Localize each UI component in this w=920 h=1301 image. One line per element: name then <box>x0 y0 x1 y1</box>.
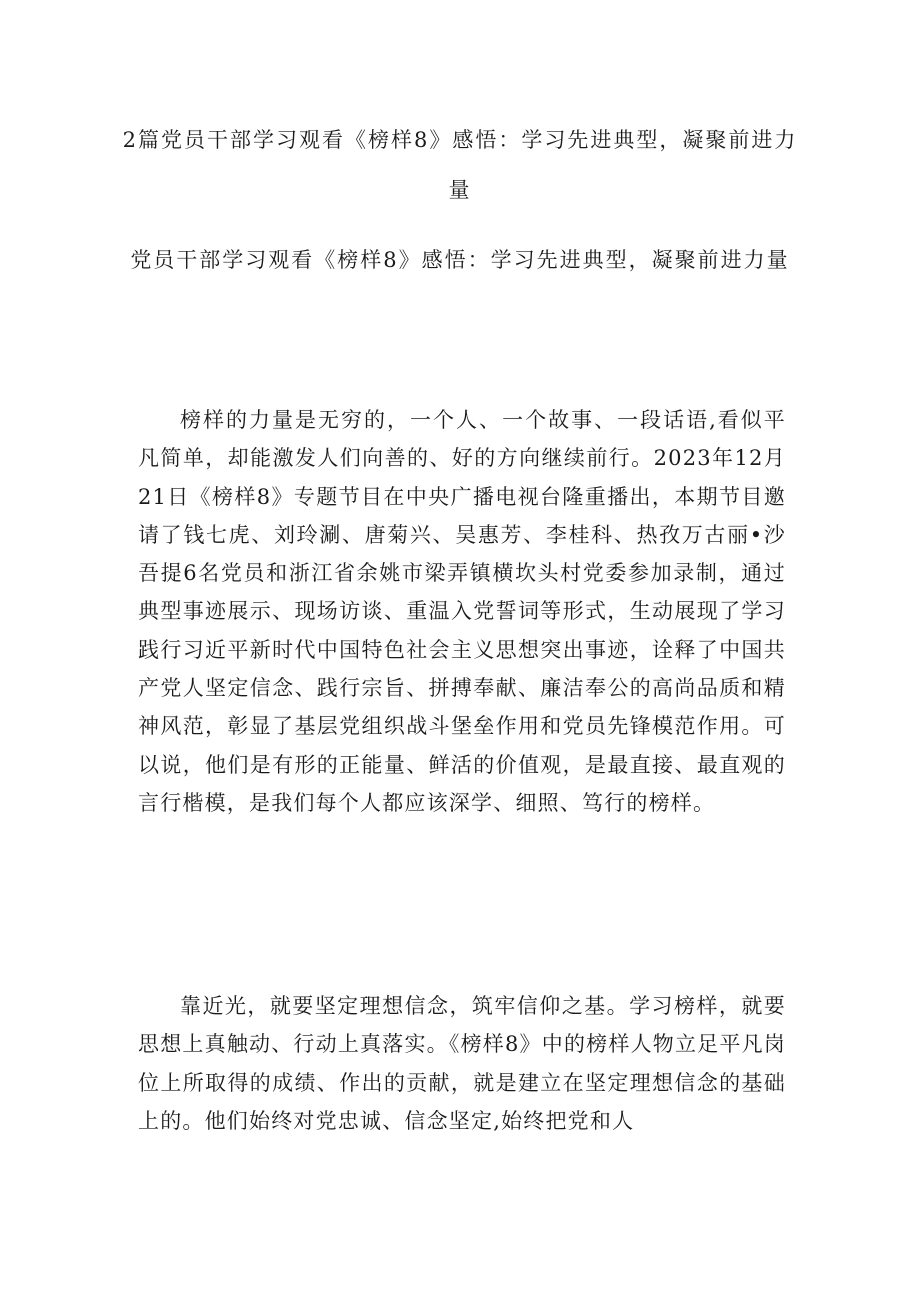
document-title: 2篇党员干部学习观看《榜样8》感悟：学习先进典型，凝聚前进力量 <box>122 128 798 202</box>
document-subtitle: 党员干部学习观看《榜样8》感悟：学习先进典型，凝聚前进力量 <box>130 248 790 272</box>
paragraph-1: 榜样的力量是无穷的，一个人、一个故事、一段话语,看似平凡简单，却能激发人们向善的、好的方向继续前行。2023年12月21日《榜样8》专题节目在中央广播电视台隆重播出，本期节目邀请了钱七虎、刘玲涮、唐菊兴、吴惠芳、李桂科、热孜万古丽•沙吾提6名党员和浙江省余姚市梁弄镇横坎头村党委参加录制，通过典型事迹展示、现场访谈、重温入党誓词等形式，生动展现了学习践行习近平新时代中国特色社会主义思想突出事迹，诠释了中国共产党人坚定信念、践行宗旨、拼搏奉献、廉洁奉公的高尚品质和精神风范，彰显了基层党组织战斗堡垒作用和党员先锋模范作用。可以说，他们是有形的正能量、鲜活的价值观，是最直接、最直观的言行楷模，是我们每个人都应该深学、细照、笃行的榜样。 <box>138 408 786 815</box>
paragraph-2: 靠近光，就要坚定理想信念，筑牢信仰之基。学习榜样，就要思想上真触动、行动上真落实。《榜样8》中的榜样人物立足平凡岗位上所取得的成绩、作出的贡献，就是建立在坚定理想信念的基础上的。他们始终对党忠诚、信念坚定,始终把党和人 <box>138 994 786 1133</box>
